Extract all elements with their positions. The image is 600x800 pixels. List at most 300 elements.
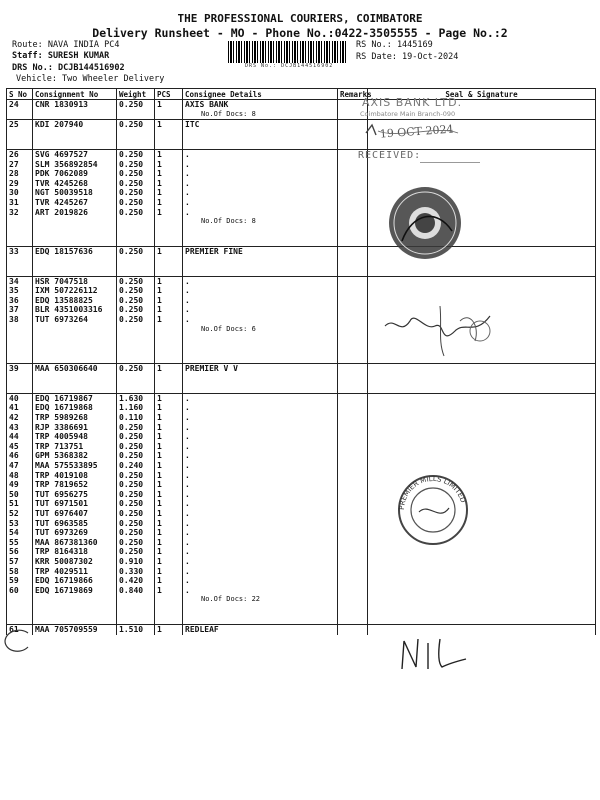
cell-pcs: 1 xyxy=(155,423,183,433)
cell-sno xyxy=(7,383,33,393)
cell-remarks xyxy=(338,236,368,246)
cell-pcs: 1 xyxy=(155,576,183,586)
blank-row xyxy=(7,383,596,393)
cell-seal xyxy=(368,432,596,442)
cell-remarks xyxy=(338,208,368,218)
cell-weight: 0.250 xyxy=(117,120,155,130)
no-docs-count: No.Of Docs: 8 xyxy=(183,110,338,120)
col-weight: Weight xyxy=(117,89,155,100)
cell-consignee: . xyxy=(183,149,338,159)
cell-remarks xyxy=(338,567,368,577)
cell-sno: 60 xyxy=(7,586,33,596)
cell-pcs xyxy=(155,266,183,276)
svg-text:PREMIER MILLS LIMITED: PREMIER MILLS LIMITED xyxy=(397,474,467,511)
cell-weight: 0.250 xyxy=(117,499,155,509)
cell-sno xyxy=(7,353,33,363)
cell-weight: 0.250 xyxy=(117,451,155,461)
cell-weight: 0.250 xyxy=(117,149,155,159)
cell-consignment: KRR 50087302 xyxy=(33,557,117,567)
cell-remarks xyxy=(338,296,368,306)
table-row xyxy=(7,296,596,306)
cell-sno: 42 xyxy=(7,413,33,423)
cell-sno: 59 xyxy=(7,576,33,586)
cell-sno: 37 xyxy=(7,305,33,315)
cell-consignee xyxy=(183,334,338,344)
cell-weight: 0.250 xyxy=(117,179,155,189)
cell-consignment xyxy=(33,374,117,384)
cell-remarks xyxy=(338,625,368,635)
cell-consignment: KDI 207940 xyxy=(33,120,117,130)
blank-row xyxy=(7,257,596,267)
cell-weight: 0.250 xyxy=(117,442,155,452)
cell-consignment: GPM 5368382 xyxy=(33,451,117,461)
cell-consignment: NGT 50039518 xyxy=(33,188,117,198)
cell-consignee: . xyxy=(183,423,338,433)
cell-consignment xyxy=(33,227,117,237)
cell-weight: 0.840 xyxy=(117,586,155,596)
cell-weight xyxy=(117,344,155,354)
cell-remarks xyxy=(338,605,368,615)
cell-sno xyxy=(7,257,33,267)
cell-consignment: TUT 6963585 xyxy=(33,519,117,529)
cell-weight: 0.250 xyxy=(117,198,155,208)
table-row xyxy=(7,169,596,179)
cell-consignment: TUT 6971501 xyxy=(33,499,117,509)
cell-remarks xyxy=(338,286,368,296)
cell-weight xyxy=(117,383,155,393)
cell-weight: 0.910 xyxy=(117,557,155,567)
table-row xyxy=(7,149,596,159)
cell-sno: 61 xyxy=(7,625,33,635)
cell-seal xyxy=(368,286,596,296)
cell-consignee: ITC xyxy=(183,120,338,130)
cell-consignment xyxy=(33,217,117,227)
cell-seal xyxy=(368,595,596,605)
blank-row xyxy=(7,334,596,344)
cell-pcs: 1 xyxy=(155,188,183,198)
company-title: THE PROFESSIONAL COURIERS, COIMBATORE xyxy=(177,12,423,25)
col-seal: Seal & Signature xyxy=(368,89,596,100)
cell-seal xyxy=(368,442,596,452)
table-row xyxy=(7,471,596,481)
col-sno: S No xyxy=(7,89,33,100)
cell-consignee: . xyxy=(183,413,338,423)
cell-consignment xyxy=(33,130,117,140)
cell-pcs xyxy=(155,325,183,335)
cell-weight: 0.250 xyxy=(117,432,155,442)
itc-seal-icon xyxy=(382,183,468,263)
cell-remarks xyxy=(338,160,368,170)
cell-pcs xyxy=(155,353,183,363)
cell-consignment: EDQ 16719868 xyxy=(33,403,117,413)
cell-sno xyxy=(7,605,33,615)
cell-consignee: . xyxy=(183,208,338,218)
cell-consignee xyxy=(183,130,338,140)
cell-remarks xyxy=(338,364,368,374)
table-row xyxy=(7,451,596,461)
cell-remarks xyxy=(338,451,368,461)
blank-row xyxy=(7,266,596,276)
cell-weight: 0.250 xyxy=(117,490,155,500)
cell-consignee: . xyxy=(183,480,338,490)
table-row xyxy=(7,179,596,189)
cell-consignee: . xyxy=(183,160,338,170)
cell-remarks xyxy=(338,413,368,423)
cell-pcs xyxy=(155,383,183,393)
cell-seal xyxy=(368,586,596,596)
cell-pcs: 1 xyxy=(155,160,183,170)
cell-pcs: 1 xyxy=(155,305,183,315)
cell-remarks xyxy=(338,586,368,596)
cell-pcs: 1 xyxy=(155,538,183,548)
cell-pcs: 1 xyxy=(155,480,183,490)
runsheet-subtitle: Delivery Runsheet - MO - Phone No.:0422-3505555 - Page No.:2 xyxy=(92,26,508,40)
blank-row xyxy=(7,227,596,237)
handwritten-circle-mark xyxy=(2,627,32,655)
table-row xyxy=(7,480,596,490)
cell-consignment xyxy=(33,605,117,615)
cell-sno: 46 xyxy=(7,451,33,461)
table-row xyxy=(7,528,596,538)
barcode-caption: DRS No.: DCJB144516902 xyxy=(245,63,334,69)
cell-weight xyxy=(117,334,155,344)
table-header-row xyxy=(7,89,596,100)
cell-pcs: 1 xyxy=(155,451,183,461)
cell-sno: 45 xyxy=(7,442,33,452)
cell-sno xyxy=(7,325,33,335)
cell-consignee: . xyxy=(183,198,338,208)
blank-row xyxy=(7,236,596,246)
cell-sno: 49 xyxy=(7,480,33,490)
cell-sno: 24 xyxy=(7,100,33,110)
cell-pcs: 1 xyxy=(155,149,183,159)
cell-sno: 44 xyxy=(7,432,33,442)
rs-date: RS Date: 19-Oct-2024 xyxy=(356,52,459,62)
cell-weight: 0.250 xyxy=(117,528,155,538)
cell-consignee xyxy=(183,257,338,267)
cell-remarks xyxy=(338,538,368,548)
cell-remarks xyxy=(338,528,368,538)
table-row xyxy=(7,547,596,557)
cell-pcs: 1 xyxy=(155,364,183,374)
cell-sno: 57 xyxy=(7,557,33,567)
col-remarks: Remarks xyxy=(338,89,368,100)
cell-remarks xyxy=(338,403,368,413)
cell-consignment: EDQ 18157636 xyxy=(33,246,117,256)
cell-pcs xyxy=(155,139,183,149)
cell-pcs: 1 xyxy=(155,403,183,413)
svg-text:AXIS BANK LTD.: AXIS BANK LTD. xyxy=(362,96,463,109)
cell-seal xyxy=(368,423,596,433)
cell-weight xyxy=(117,130,155,140)
cell-consignment: EDQ 16719869 xyxy=(33,586,117,596)
drs-label: DRS No.: DCJB144516902 xyxy=(12,63,125,73)
cell-weight: 0.250 xyxy=(117,538,155,548)
blank-row xyxy=(7,374,596,384)
cell-sno: 38 xyxy=(7,315,33,325)
cell-remarks xyxy=(338,442,368,452)
cell-seal xyxy=(368,393,596,403)
cell-pcs xyxy=(155,374,183,384)
cell-seal xyxy=(368,276,596,286)
cell-pcs: 1 xyxy=(155,276,183,286)
cell-sno: 36 xyxy=(7,296,33,306)
cell-consignment: TUT 6973269 xyxy=(33,528,117,538)
cell-consignee: . xyxy=(183,442,338,452)
cell-pcs xyxy=(155,605,183,615)
cell-consignee: . xyxy=(183,169,338,179)
table-row xyxy=(7,432,596,442)
cell-consignee: PREMIER V V xyxy=(183,364,338,374)
cell-seal xyxy=(368,605,596,615)
cell-remarks xyxy=(338,499,368,509)
cell-consignment xyxy=(33,325,117,335)
cell-weight: 0.250 xyxy=(117,286,155,296)
cell-pcs xyxy=(155,344,183,354)
cell-remarks xyxy=(338,432,368,442)
cell-consignment: EDQ 16719866 xyxy=(33,576,117,586)
cell-remarks xyxy=(338,423,368,433)
cell-pcs: 1 xyxy=(155,413,183,423)
cell-consignee xyxy=(183,227,338,237)
cell-consignment xyxy=(33,110,117,120)
cell-remarks xyxy=(338,547,368,557)
blank-row xyxy=(7,614,596,624)
cell-sno: 30 xyxy=(7,188,33,198)
cell-remarks xyxy=(338,305,368,315)
cell-sno xyxy=(7,334,33,344)
cell-sno xyxy=(7,110,33,120)
cell-pcs: 1 xyxy=(155,519,183,529)
col-consignee: Consignee Details xyxy=(183,89,338,100)
vehicle-label: Vehicle: Two Wheeler Delivery xyxy=(16,74,165,84)
cell-consignment xyxy=(33,383,117,393)
cell-pcs: 1 xyxy=(155,432,183,442)
cell-consignment: TRP 713751 xyxy=(33,442,117,452)
cell-seal xyxy=(368,461,596,471)
cell-weight: 0.250 xyxy=(117,471,155,481)
cell-weight: 0.110 xyxy=(117,413,155,423)
cell-remarks xyxy=(338,334,368,344)
cell-sno xyxy=(7,614,33,624)
cell-seal xyxy=(368,567,596,577)
cell-weight xyxy=(117,266,155,276)
cell-consignee: . xyxy=(183,586,338,596)
cell-remarks xyxy=(338,383,368,393)
table-row xyxy=(7,246,596,256)
cell-weight: 0.250 xyxy=(117,160,155,170)
cell-pcs: 1 xyxy=(155,442,183,452)
cell-pcs: 1 xyxy=(155,198,183,208)
cell-consignment: TUT 6973264 xyxy=(33,315,117,325)
cell-pcs: 1 xyxy=(155,509,183,519)
axis-bank-stamp xyxy=(358,95,478,143)
cell-consignment: HSR 7047518 xyxy=(33,276,117,286)
blank-row xyxy=(7,130,596,140)
cell-consignee: . xyxy=(183,393,338,403)
cell-remarks xyxy=(338,490,368,500)
cell-remarks xyxy=(338,227,368,237)
cell-sno: 50 xyxy=(7,490,33,500)
table-row xyxy=(7,364,596,374)
cell-weight xyxy=(117,353,155,363)
cell-consignment: TVR 4245267 xyxy=(33,198,117,208)
cell-sno: 25 xyxy=(7,120,33,130)
blank-row xyxy=(7,139,596,149)
cell-sno: 28 xyxy=(7,169,33,179)
cell-sno: 52 xyxy=(7,509,33,519)
cell-consignee: . xyxy=(183,296,338,306)
cell-pcs: 1 xyxy=(155,208,183,218)
cell-pcs: 1 xyxy=(155,557,183,567)
cell-consignee: . xyxy=(183,461,338,471)
cell-consignment: TRP 4029511 xyxy=(33,567,117,577)
received-line xyxy=(420,162,480,163)
cell-sno: 48 xyxy=(7,471,33,481)
cell-pcs: 1 xyxy=(155,120,183,130)
cell-sno: 55 xyxy=(7,538,33,548)
cell-weight: 0.250 xyxy=(117,169,155,179)
table-row xyxy=(7,188,596,198)
cell-remarks xyxy=(338,509,368,519)
cell-remarks xyxy=(338,179,368,189)
cell-remarks xyxy=(338,557,368,567)
cell-weight xyxy=(117,614,155,624)
received-stamp: RECEIVED: xyxy=(358,150,422,161)
svg-text:19 OCT 2024: 19 OCT 2024 xyxy=(379,122,454,141)
cell-weight: 0.250 xyxy=(117,315,155,325)
cell-remarks xyxy=(338,325,368,335)
cell-sno: 39 xyxy=(7,364,33,374)
cell-sno xyxy=(7,130,33,140)
cell-consignee: . xyxy=(183,315,338,325)
cell-consignee xyxy=(183,139,338,149)
cell-consignee: . xyxy=(183,188,338,198)
staff-label: Staff: SURESH KUMAR xyxy=(12,51,110,61)
cell-consignee xyxy=(183,374,338,384)
cell-pcs: 1 xyxy=(155,499,183,509)
cell-consignee: . xyxy=(183,519,338,529)
table-row xyxy=(7,557,596,567)
cell-weight xyxy=(117,110,155,120)
runsheet-table xyxy=(6,88,596,635)
cell-sno xyxy=(7,227,33,237)
cell-consignee: AXIS BANK xyxy=(183,100,338,110)
cell-pcs: 1 xyxy=(155,169,183,179)
cell-sno: 33 xyxy=(7,246,33,256)
cell-sno: 29 xyxy=(7,179,33,189)
handwritten-nil xyxy=(398,633,468,673)
cell-remarks xyxy=(338,461,368,471)
cell-consignee: . xyxy=(183,471,338,481)
cell-remarks xyxy=(338,188,368,198)
cell-weight: 1.630 xyxy=(117,393,155,403)
cell-consignee xyxy=(183,353,338,363)
table-row xyxy=(7,499,596,509)
table-row xyxy=(7,490,596,500)
cell-remarks xyxy=(338,276,368,286)
cell-consignment xyxy=(33,595,117,605)
blank-row xyxy=(7,344,596,354)
col-pcs: PCS xyxy=(155,89,183,100)
cell-remarks xyxy=(338,576,368,586)
cell-consignment: IXM 507226112 xyxy=(33,286,117,296)
cell-weight xyxy=(117,139,155,149)
cell-remarks xyxy=(338,169,368,179)
cell-consignee: REDLEAF xyxy=(183,625,338,635)
table-row xyxy=(7,461,596,471)
cell-consignee: . xyxy=(183,509,338,519)
cell-consignee: . xyxy=(183,528,338,538)
cell-consignment: ART 2019826 xyxy=(33,208,117,218)
cell-seal xyxy=(368,383,596,393)
cell-seal xyxy=(368,403,596,413)
cell-weight: 0.250 xyxy=(117,208,155,218)
cell-weight: 0.250 xyxy=(117,305,155,315)
handwritten-signature xyxy=(380,296,500,366)
cell-seal xyxy=(368,576,596,586)
cell-pcs xyxy=(155,257,183,267)
cell-consignee xyxy=(183,605,338,615)
cell-sno: 43 xyxy=(7,423,33,433)
cell-remarks xyxy=(338,519,368,529)
cell-remarks xyxy=(338,595,368,605)
cell-pcs: 1 xyxy=(155,286,183,296)
cell-consignee xyxy=(183,236,338,246)
table-row xyxy=(7,208,596,218)
cell-weight: 0.240 xyxy=(117,461,155,471)
cell-seal xyxy=(368,413,596,423)
cell-pcs: 1 xyxy=(155,567,183,577)
cell-consignment: TRP 7819652 xyxy=(33,480,117,490)
cell-sno: 26 xyxy=(7,149,33,159)
cell-sno: 35 xyxy=(7,286,33,296)
cell-pcs: 1 xyxy=(155,547,183,557)
cell-consignment: PDK 7062089 xyxy=(33,169,117,179)
cell-remarks xyxy=(338,374,368,384)
cell-weight: 0.420 xyxy=(117,576,155,586)
cell-consignment xyxy=(33,334,117,344)
cell-seal xyxy=(368,451,596,461)
cell-consignment: MAA 575533895 xyxy=(33,461,117,471)
cell-weight xyxy=(117,257,155,267)
cell-weight xyxy=(117,595,155,605)
cell-weight: 0.250 xyxy=(117,364,155,374)
cell-sno: 58 xyxy=(7,567,33,577)
cell-weight: 0.250 xyxy=(117,519,155,529)
table-row xyxy=(7,538,596,548)
cell-pcs: 1 xyxy=(155,315,183,325)
cell-sno: 27 xyxy=(7,160,33,170)
cell-weight xyxy=(117,374,155,384)
cell-consignment: SLM 356892854 xyxy=(33,160,117,170)
table-row xyxy=(7,625,596,635)
cell-sno xyxy=(7,344,33,354)
cell-consignment: TUT 6956275 xyxy=(33,490,117,500)
cell-pcs: 1 xyxy=(155,625,183,635)
barcode-icon xyxy=(228,41,346,63)
cell-sno xyxy=(7,236,33,246)
cell-remarks xyxy=(338,480,368,490)
no-docs-row xyxy=(7,217,596,227)
cell-consignment: TRP 8164318 xyxy=(33,547,117,557)
cell-weight: 0.250 xyxy=(117,296,155,306)
cell-consignment xyxy=(33,353,117,363)
cell-pcs xyxy=(155,227,183,237)
cell-consignment: SVG 4697527 xyxy=(33,149,117,159)
table-row xyxy=(7,413,596,423)
cell-consignment xyxy=(33,139,117,149)
